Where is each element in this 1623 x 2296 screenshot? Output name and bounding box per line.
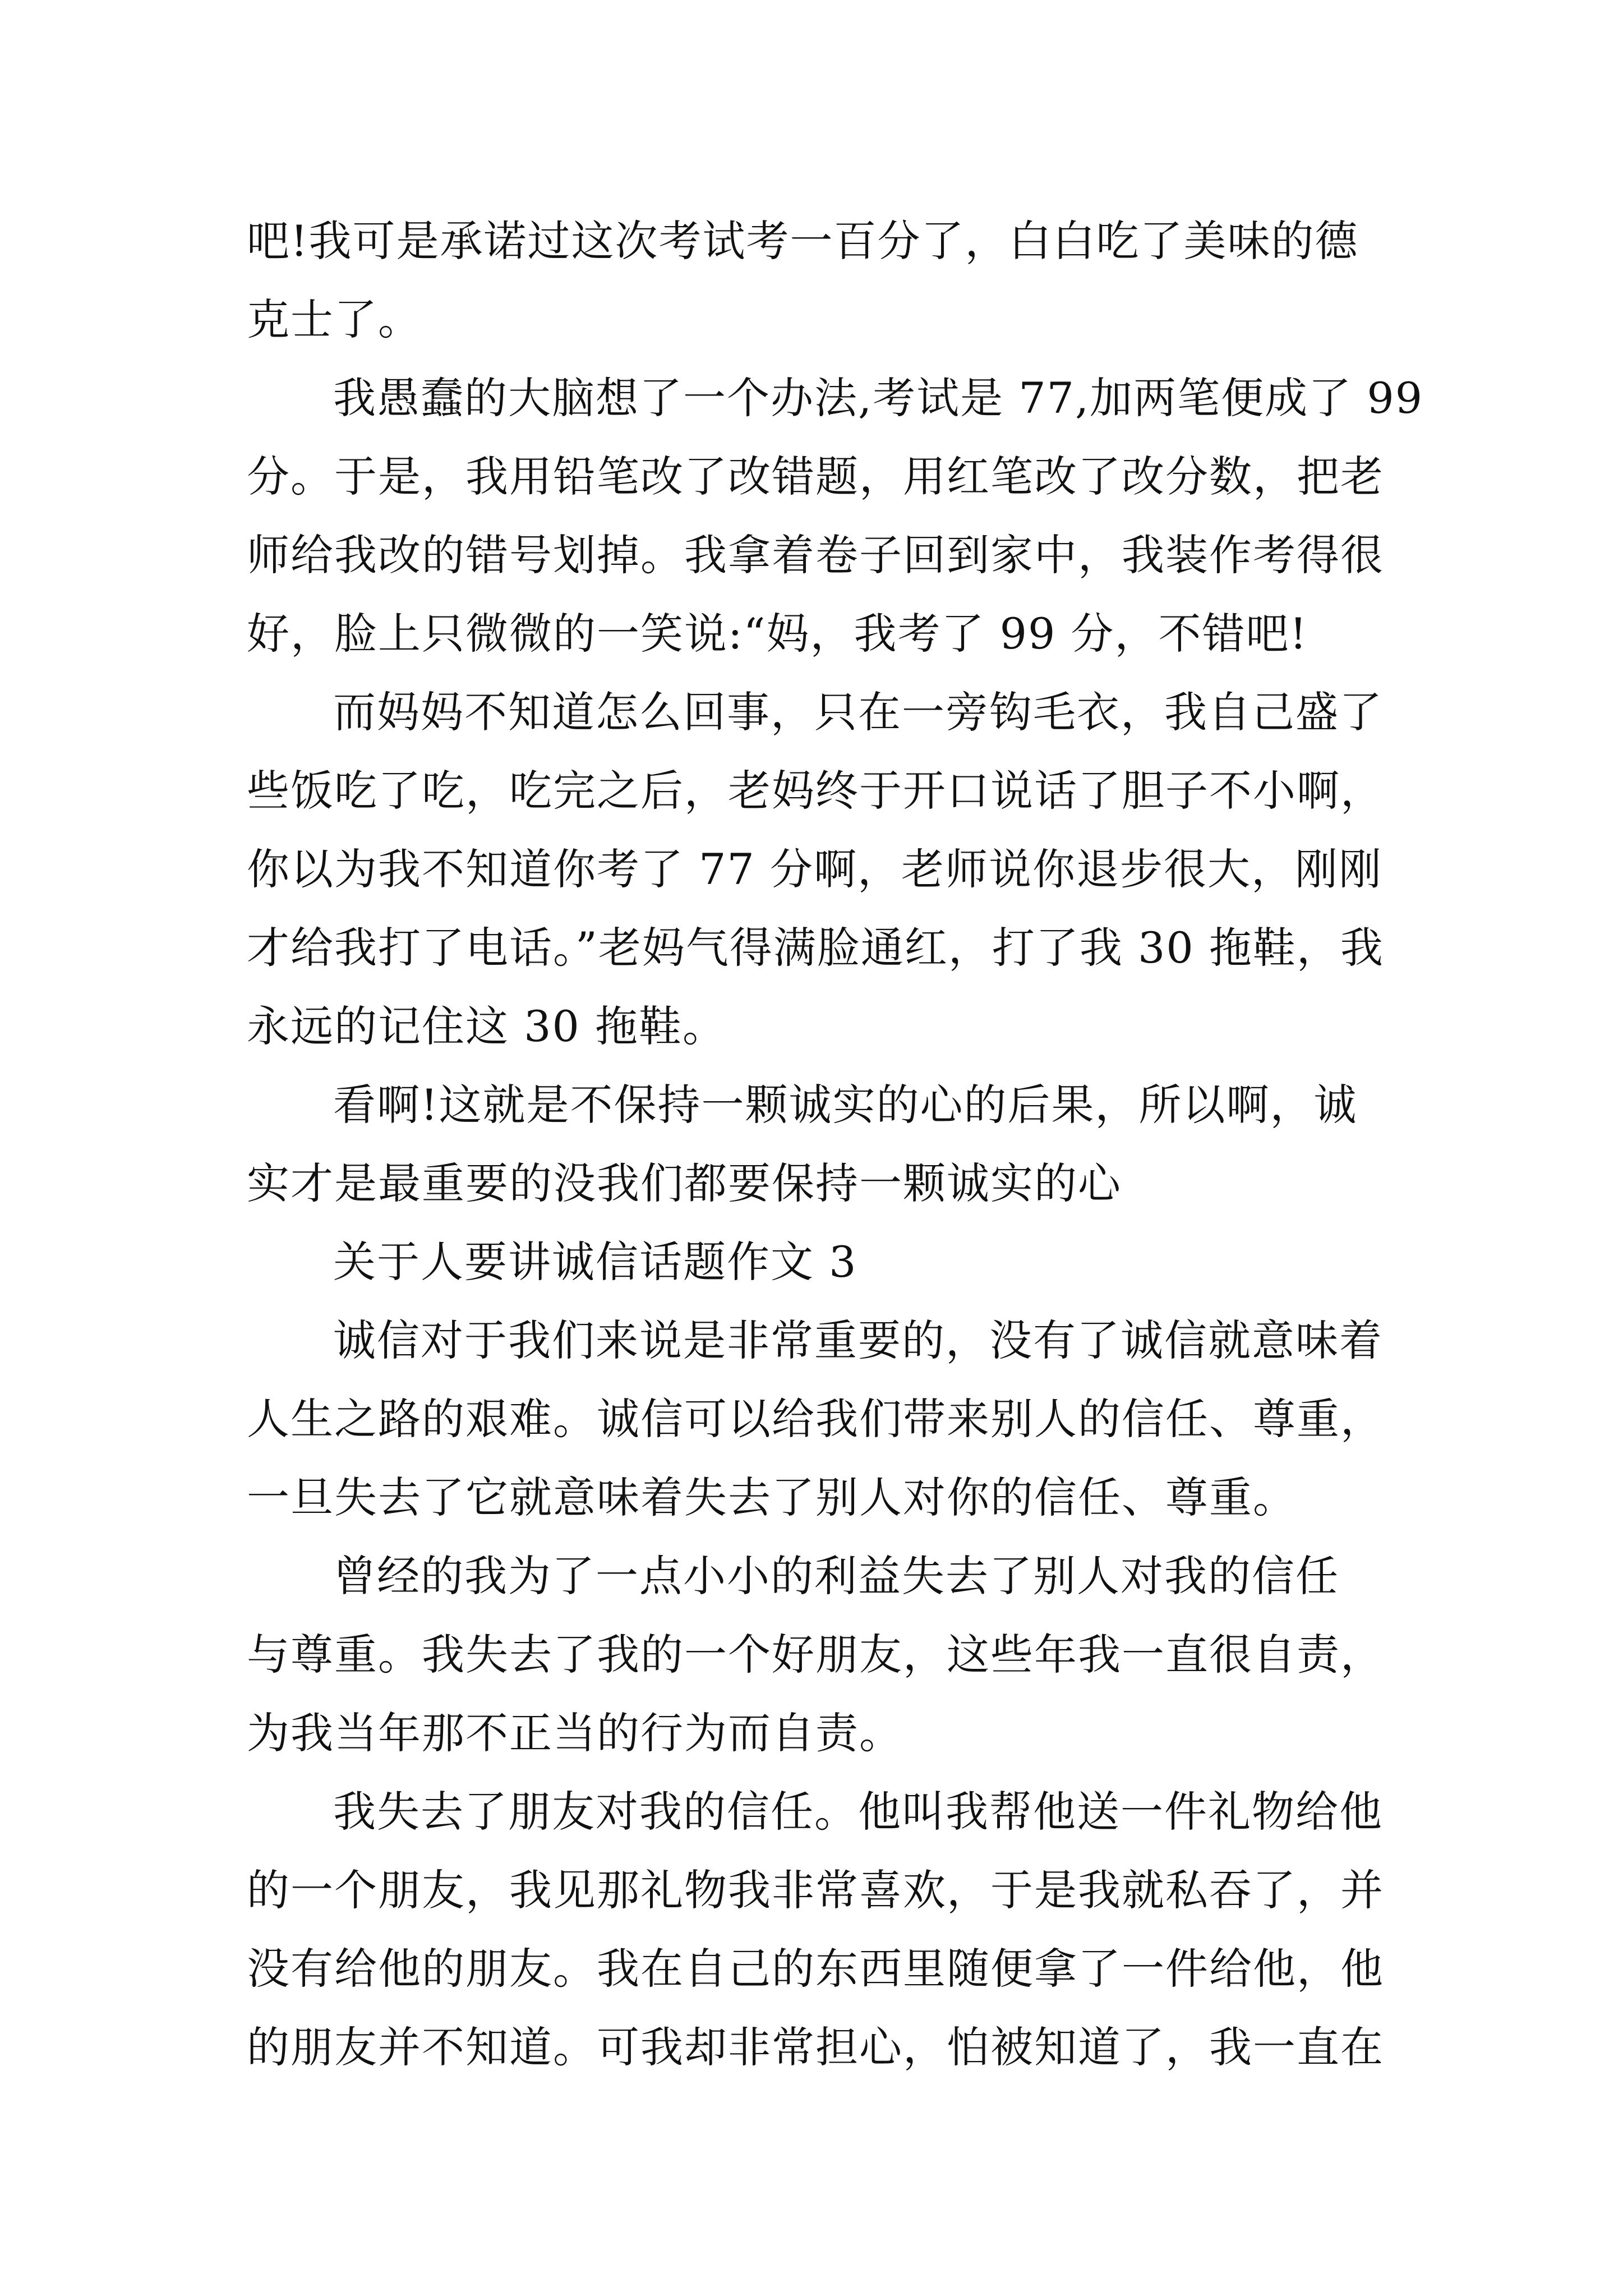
- paragraph-first-line: 而妈妈不知道怎么回事，只在一旁钩毛衣，我自己盛了: [333, 687, 1383, 737]
- text-line: 些饭吃了吃，吃完之后，老妈终于开口说话了胆子不小啊，: [247, 766, 1384, 816]
- text-line: 的一个朋友，我见那礼物我非常喜欢，于是我就私吞了，并: [247, 1865, 1384, 1915]
- text-line: 分。于是，我用铅笔改了改错题，用红笔改了改分数，把老: [247, 452, 1384, 501]
- text-line: 吧!我可是承诺过这次考试考一百分了，白白吃了美味的德: [247, 216, 1359, 266]
- paragraph-first-line: 诚信对于我们来说是非常重要的，没有了诚信就意味着: [333, 1315, 1383, 1365]
- text-line: 永远的记住这 30 拖鞋。: [247, 1001, 727, 1051]
- text-line: 你以为我不知道你考了 77 分啊，老师说你退步很大，刚刚: [247, 844, 1383, 894]
- text-line: 实才是最重要的没我们都要保持一颗诚实的心: [247, 1158, 1122, 1208]
- section-heading: 关于人要讲诚信话题作文 3: [333, 1237, 857, 1287]
- paragraph-first-line: 我愚蠢的大脑想了一个办法,考试是 77,加两笔便成了 99: [333, 373, 1424, 423]
- text-line: 为我当年那不正当的行为而自责。: [247, 1708, 903, 1758]
- paragraph-first-line: 我失去了朋友对我的信任。他叫我帮他送一件礼物给他: [333, 1787, 1383, 1837]
- text-line: 人生之路的艰难。诚信可以给我们带来别人的信任、尊重，: [247, 1394, 1384, 1444]
- text-line: 才给我打了电话。”老妈气得满脸通红，打了我 30 拖鞋，我: [247, 923, 1384, 973]
- text-line: 好，脸上只微微的一笑说:“妈，我考了 99 分，不错吧!: [247, 609, 1308, 659]
- text-line: 的朋友并不知道。可我却非常担心，怕被知道了，我一直在: [247, 2022, 1384, 2072]
- text-line: 师给我改的错号划掉。我拿着卷子回到家中，我装作考得很: [247, 530, 1384, 580]
- text-line: 与尊重。我失去了我的一个好朋友，这些年我一直很自责，: [247, 1630, 1384, 1680]
- text-line: 克士了。: [247, 295, 422, 344]
- text-line: 没有给他的朋友。我在自己的东西里随便拿了一件给他，他: [247, 1944, 1384, 1994]
- paragraph-first-line: 曾经的我为了一点小小的利益失去了别人对我的信任: [333, 1551, 1339, 1601]
- paragraph-first-line: 看啊!这就是不保持一颗诚实的心的后果，所以啊，诚: [333, 1080, 1358, 1130]
- text-line: 一旦失去了它就意味着失去了别人对你的信任、尊重。: [247, 1473, 1297, 1522]
